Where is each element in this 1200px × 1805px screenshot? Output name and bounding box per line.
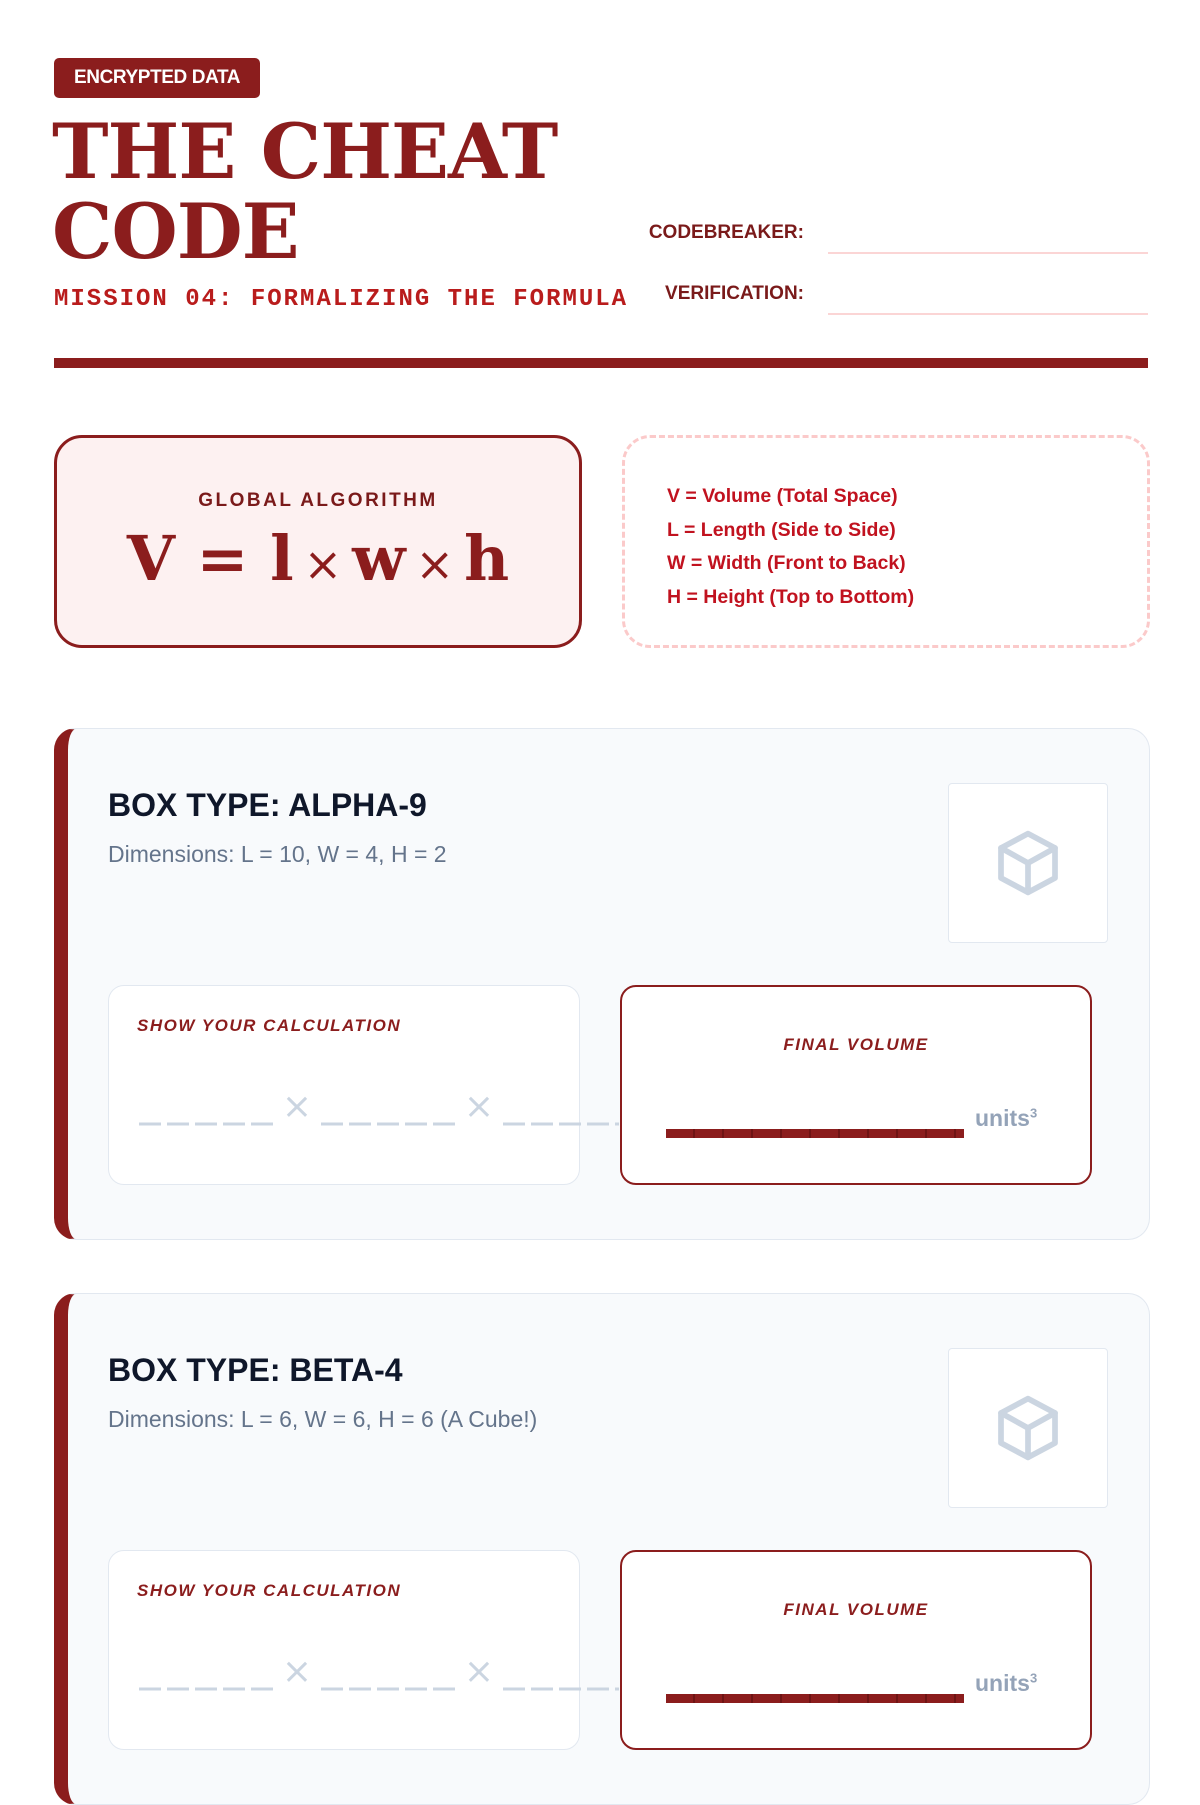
calculation-label: SHOW YOUR CALCULATION (137, 1016, 402, 1035)
box-dimensions: Dimensions: L = 6, W = 6, H = 6 (A Cube!) (108, 1406, 538, 1432)
times-sign: × (303, 537, 343, 591)
formula-h: h (464, 522, 510, 595)
box-title: BOX TYPE: BETA-4 (108, 1352, 403, 1388)
final-volume-panel (620, 985, 1092, 1185)
volume-unit-exponent: 3 (1029, 1670, 1038, 1686)
box-dimensions: Dimensions: L = 10, W = 4, H = 2 (108, 841, 447, 867)
calculation-input-slots[interactable] (139, 1090, 619, 1130)
formula-equals: = (196, 522, 249, 595)
box-icon-frame (948, 783, 1108, 943)
times-sign: × (281, 1090, 313, 1127)
final-volume-label: FINAL VOLUME (783, 1600, 929, 1619)
final-volume-answer-line[interactable] (666, 1129, 964, 1138)
formula-l: l (270, 522, 294, 595)
times-sign: × (415, 537, 455, 591)
legend-item-height: H = Height (Top to Bottom) (667, 585, 915, 608)
header-divider (54, 358, 1148, 368)
variable-legend (622, 435, 1150, 648)
times-sign: × (463, 1655, 495, 1692)
verification-field[interactable] (828, 313, 1148, 315)
legend-item-volume: V = Volume (Total Space) (667, 485, 898, 507)
calculation-panel (108, 985, 580, 1185)
box-card-alpha-9 (54, 728, 1150, 1240)
calculation-input-slots[interactable] (139, 1655, 619, 1695)
page-title (52, 107, 558, 276)
cube-icon (992, 824, 1064, 902)
legend-item-width: W = Width (Front to Back) (667, 552, 906, 574)
volume-formula (57, 524, 579, 599)
final-volume-answer-line[interactable] (666, 1694, 964, 1703)
verification-label: VERIFICATION: (665, 283, 804, 304)
formula-v: V (126, 522, 175, 595)
calculation-panel (108, 1550, 580, 1750)
legend-item-length: L = Length (Side to Side) (667, 518, 896, 541)
calculation-label: SHOW YOUR CALCULATION (137, 1581, 402, 1600)
page-title-line-1: THE CHEAT (52, 107, 558, 196)
final-volume-label: FINAL VOLUME (783, 1035, 929, 1054)
page-title-line-2: CODE (52, 187, 299, 276)
volume-unit-text: units (975, 1670, 1030, 1696)
formula-w: w (352, 522, 406, 595)
volume-unit (975, 1105, 1037, 1132)
volume-unit (975, 1670, 1037, 1697)
mission-subtitle: MISSION 04: FORMALIZING THE FORMULA (54, 286, 629, 313)
codebreaker-label: CODEBREAKER: (648, 222, 804, 243)
volume-unit-text: units (975, 1105, 1030, 1131)
global-algorithm-panel (54, 435, 582, 648)
box-icon-frame (948, 1348, 1108, 1508)
box-title: BOX TYPE: ALPHA-9 (108, 787, 427, 823)
times-sign: × (463, 1090, 495, 1127)
volume-unit-exponent: 3 (1029, 1105, 1038, 1121)
times-sign: × (281, 1655, 313, 1692)
final-volume-panel (620, 1550, 1092, 1750)
encrypted-data-badge: ENCRYPTED DATA (54, 58, 260, 98)
codebreaker-field[interactable] (828, 252, 1148, 254)
box-card-beta-4 (54, 1293, 1150, 1805)
global-algorithm-label: GLOBAL ALGORITHM (198, 490, 438, 511)
cube-icon (992, 1389, 1064, 1467)
